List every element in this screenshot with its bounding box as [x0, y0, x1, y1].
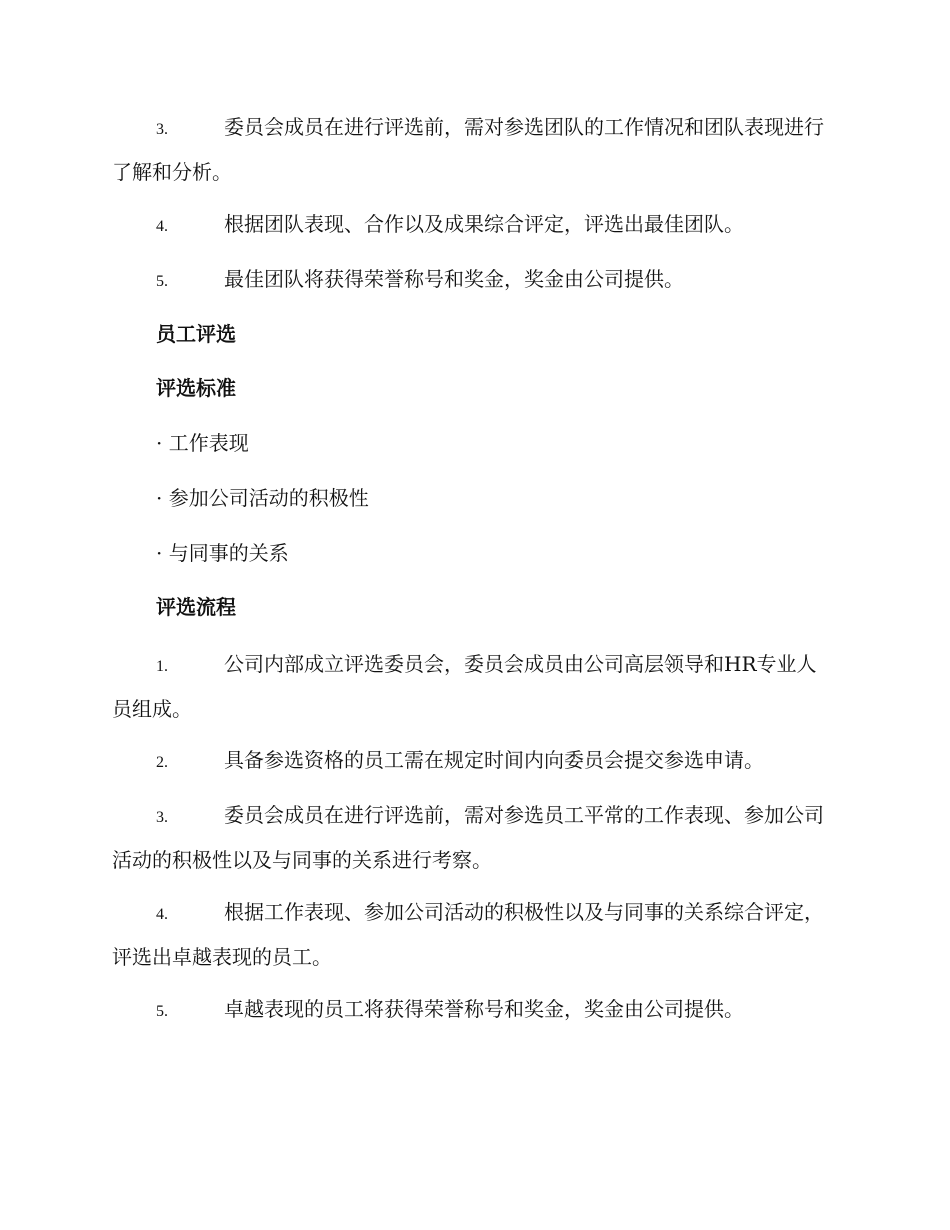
- step-number: 5.: [156, 273, 168, 290]
- step-text: 公司内部成立评选委员会，委员会成员由公司高层领导和HR专业人员组成。: [112, 652, 817, 721]
- step-text: 根据团队表现、合作以及成果综合评定，评选出最佳团队。: [224, 212, 744, 236]
- process-title: 评选流程: [156, 595, 236, 619]
- employee-step-2: [112, 739, 832, 784]
- step-number: 2.: [156, 754, 168, 771]
- team-step-5: [112, 258, 832, 303]
- step-number: 1.: [156, 658, 168, 675]
- step-text: 具备参选资格的员工需在规定时间内向委员会提交参选申请。: [224, 748, 764, 772]
- step-number: 4.: [156, 218, 168, 235]
- step-text: 委员会成员在进行评选前，需对参选员工平常的工作表现、参加公司活动的积极性以及与同事的关系进行考察。: [112, 803, 824, 872]
- employee-step-1: [112, 643, 832, 730]
- step-number: 4.: [156, 906, 168, 923]
- step-number: 5.: [156, 1003, 168, 1020]
- employee-step-4: [112, 891, 832, 978]
- step-text: 委员会成员在进行评选前，需对参选团队的工作情况和团队表现进行了解和分析。: [112, 115, 824, 184]
- employee-step-5: [112, 988, 832, 1033]
- criteria-item-work-performance: · 工作表现: [156, 431, 249, 455]
- employee-step-3: [112, 794, 832, 881]
- step-number: 3.: [156, 121, 168, 138]
- criteria-item-activity-participation: · 参加公司活动的积极性: [156, 486, 369, 510]
- step-text: 最佳团队将获得荣誉称号和奖金，奖金由公司提供。: [224, 267, 684, 291]
- team-step-4: [112, 203, 832, 248]
- step-number: 3.: [156, 809, 168, 826]
- team-step-3: [112, 106, 832, 193]
- section-title-employee-selection: 员工评选: [156, 322, 236, 346]
- step-text: 根据工作表现、参加公司活动的积极性以及与同事的关系综合评定，评选出卓越表现的员工。: [112, 900, 824, 969]
- criteria-item-colleague-relations: · 与同事的关系: [156, 541, 289, 565]
- criteria-title: 评选标准: [156, 376, 236, 400]
- step-text: 卓越表现的员工将获得荣誉称号和奖金，奖金由公司提供。: [224, 997, 744, 1021]
